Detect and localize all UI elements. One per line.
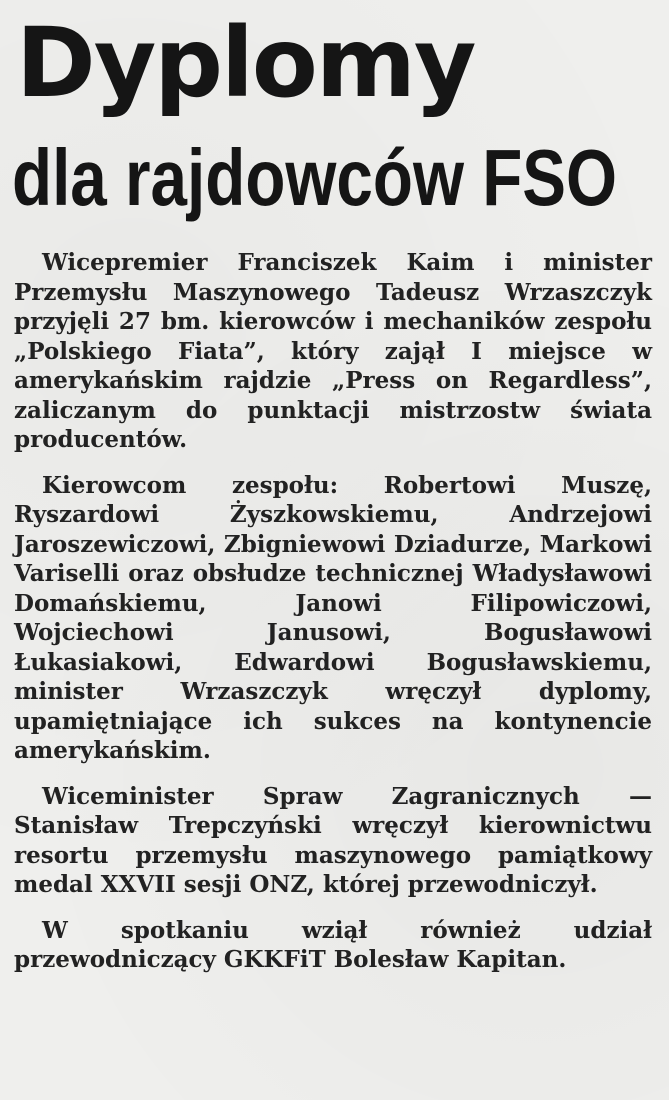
paragraph-1: Wicepremier Franciszek Kaim i minister Przemysłu Maszynowego Tadeusz Wrzaszczyk przyjęli 27 bm. kierowców i mechaników zespołu „Polskiego Fiata”, który zajął I miejsce w amerykańskim rajdzie „Press on Regardless”, zaliczanym do punktacji mistrzostw świata producentów. xyxy=(14,249,652,453)
headline-sub: dla rajdowców FSO xyxy=(12,133,618,222)
paragraph-4: W spotkaniu wziął również udział przewodniczący GKKFiT Bolesław Kapitan. xyxy=(14,916,652,973)
headline-main: Dyplomy xyxy=(16,7,475,119)
paragraph-2: Kierowcom zespołu: Robertowi Muszę, Ryszardowi Żyszkowskiemu, Andrzejowi Jaroszewiczowi, Zbigniewowi Dziadurze, Markowi Variselli oraz obsłudze technicznej Władysławowi Domańskiemu, Janowi Filipowiczowi, Wojciechowi Janusowi, Bogusławowi Łukasiakowi, Edwardowi Bogusławskiemu, minister Wrzaszczyk wręczył dyplomy, upamiętniające ich sukces na kontynencie amerykańskim. xyxy=(14,471,652,764)
article-body xyxy=(14,248,652,975)
paragraph-3: Wiceminister Spraw Zagranicznych — Stanisław Trepczyński wręczył kierownictwu resortu przemysłu maszynowego pamiątkowy medal XXVII sesji ONZ, której przewodniczył. xyxy=(14,782,652,898)
